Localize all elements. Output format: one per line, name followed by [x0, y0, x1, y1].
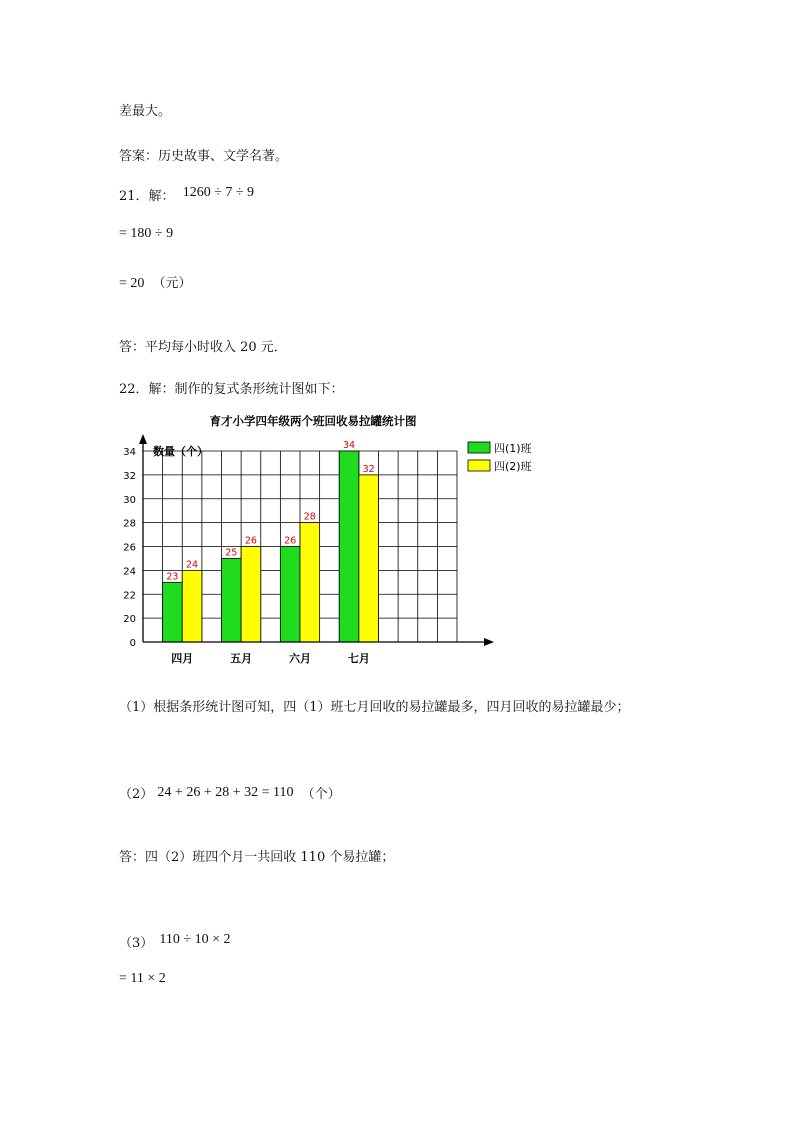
- bar-1-1: [163, 582, 183, 642]
- x-tick-label: 六月: [289, 652, 311, 665]
- data-label: 26: [244, 535, 257, 547]
- text-line-1: 差最大。: [119, 104, 172, 119]
- y-tick-label: 32: [123, 470, 136, 482]
- text-line-answer: 答案：历史故事、文学名著。: [119, 149, 289, 164]
- q21-label: 21．解：: [119, 189, 175, 204]
- y-axis-arrow: [139, 434, 147, 444]
- y-tick-label: 26: [123, 542, 136, 554]
- bar-chart: [116, 410, 532, 672]
- bar-2-4: [359, 475, 379, 642]
- q21-step2: = 20: [119, 276, 145, 291]
- bar-2-2: [241, 547, 261, 643]
- bar-1-4: [339, 451, 359, 642]
- data-label: 25: [225, 547, 238, 559]
- part3-expression: 110 ÷ 10 × 2: [159, 932, 231, 947]
- y-tick-label: 28: [123, 518, 136, 530]
- q21-unit: （元）: [152, 276, 192, 291]
- part1-text: （1）根据条形统计图可知，四（1）班七月回收的易拉罐最多，四月回收的易拉罐最少；: [119, 700, 630, 715]
- part2-line: [119, 783, 341, 803]
- part2-expression: 24 + 26 + 28 + 32 = 110: [157, 785, 294, 800]
- bar-2-1: [182, 570, 202, 642]
- part3-line: [119, 932, 231, 952]
- y-tick-label: 30: [123, 494, 136, 506]
- data-label: 26: [284, 535, 297, 547]
- y-tick-label: 24: [123, 566, 136, 578]
- bar-1-3: [280, 547, 300, 643]
- x-tick-label: 五月: [230, 652, 253, 665]
- q22-intro: 22．解：制作的复式条形统计图如下：: [119, 382, 344, 397]
- q21-answer: 答：平均每小时收入 20 元．: [119, 340, 287, 355]
- y-tick-label: 22: [123, 590, 136, 602]
- bar-2-3: [300, 523, 320, 642]
- legend-label: 四(1)班: [494, 442, 532, 455]
- y-tick-label: 34: [123, 447, 136, 458]
- q21-step1: = 180 ÷ 9: [119, 226, 174, 241]
- x-axis-arrow: [484, 638, 494, 646]
- q21-expression: 1260 ÷ 7 ÷ 9: [182, 185, 255, 200]
- part2-answer: 答：四（2）班四个月一共回收 110 个易拉罐；: [119, 850, 395, 865]
- part3-step1: = 11 × 2: [119, 971, 166, 986]
- part2-unit: （个）: [301, 787, 341, 802]
- legend-swatch: [468, 460, 490, 471]
- data-label: 32: [362, 463, 375, 475]
- x-tick-label: 四月: [171, 652, 194, 665]
- legend-label: 四(2)班: [494, 460, 532, 473]
- data-label: 23: [166, 571, 179, 583]
- data-label: 28: [303, 511, 316, 523]
- data-label: 24: [186, 559, 199, 571]
- y-axis-title: 数量（个）: [153, 445, 208, 458]
- legend-swatch: [468, 442, 490, 453]
- y-tick-label: 0: [129, 638, 136, 649]
- q21-line: [119, 185, 255, 205]
- x-tick-label: 七月: [347, 652, 370, 665]
- part3-label: （3）: [119, 936, 154, 951]
- chart-legend: [468, 441, 532, 473]
- part2-label: （2）: [119, 787, 154, 802]
- y-tick-label: 20: [123, 614, 136, 626]
- chart-title: 育才小学四年级两个班回收易拉罐统计图: [209, 414, 417, 428]
- data-label: 34: [343, 440, 356, 451]
- bar-1-2: [222, 558, 242, 642]
- q21-step2-line: [119, 272, 192, 292]
